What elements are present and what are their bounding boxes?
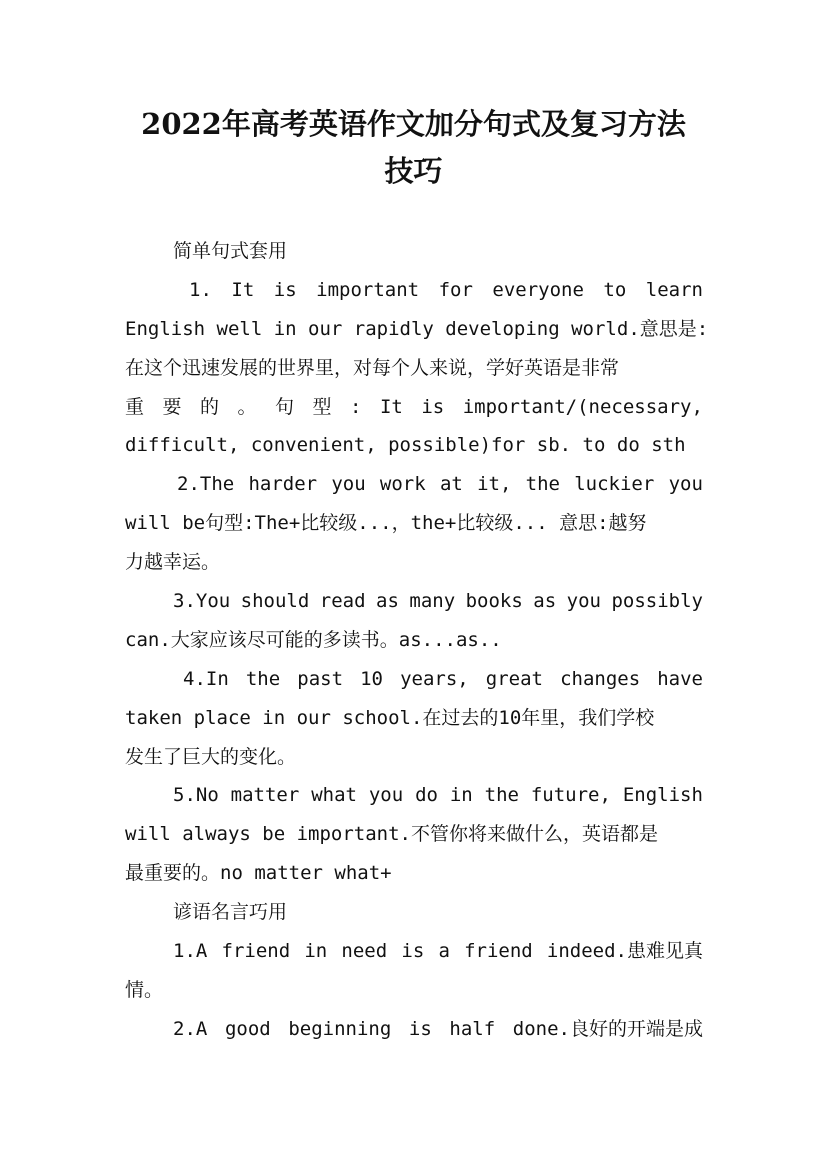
- sentence-5-line-3: 最重要的。no matter what+: [125, 862, 392, 885]
- sentence-5-line-1: 5.No matter what you do in the future, English: [173, 784, 703, 807]
- sentence-4-line-3: 发生了巨大的变化。: [125, 745, 297, 768]
- sentence-2-line-3: 力越幸运。: [125, 551, 221, 574]
- proverb-1-line-2: 情。: [125, 978, 164, 1001]
- sentence-1-line-5: difficult, convenient, possible)for sb. to do sth: [125, 434, 686, 457]
- sentence-5-line-2: will always be important.不管你将来做什么，英语都是: [125, 823, 658, 846]
- sentence-1-line-4: 重 要 的 。 句 型 : It is important/(necessary,: [125, 395, 703, 418]
- sentence-2-line-2: will be句型:The+比较级...，the+比较级... 意思:越努: [125, 512, 647, 535]
- proverb-2-line-1: 2.A good beginning is half done.良好的开端是成: [173, 1017, 703, 1040]
- section-heading-simple-sentences: 简单句式套用: [173, 240, 288, 262]
- proverb-1-line-1: 1.A friend in need is a friend indeed.患难见真: [173, 940, 703, 963]
- sentence-1-line-3: 在这个迅速发展的世界里，对每个人来说，学好英语是非常: [125, 356, 620, 379]
- sentence-4-line-2: taken place in our school.在过去的10年里，我们学校: [125, 706, 655, 729]
- title-line-2: 技巧: [384, 154, 443, 188]
- title-line-1: 2022年高考英语作文加分句式及复习方法: [141, 107, 686, 141]
- document-body: [125, 232, 709, 1049]
- document-title: [100, 101, 727, 195]
- section-heading-proverbs: 谚语名言巧用: [173, 901, 288, 924]
- sentence-2-line-1: 2.The harder you work at it, the luckier you: [177, 473, 703, 496]
- sentence-4-line-1: 4.In the past 10 years, great changes have: [183, 667, 703, 690]
- sentence-1-line-2: English well in our rapidly developing world.意思是:: [125, 317, 709, 340]
- sentence-1-line-1: 1. It is important for everyone to learn: [189, 278, 703, 301]
- sentence-3-line-2: can.大家应该尽可能的多读书。as...as..: [125, 628, 502, 651]
- sentence-3-line-1: 3.You should read as many books as you possibly: [173, 590, 703, 613]
